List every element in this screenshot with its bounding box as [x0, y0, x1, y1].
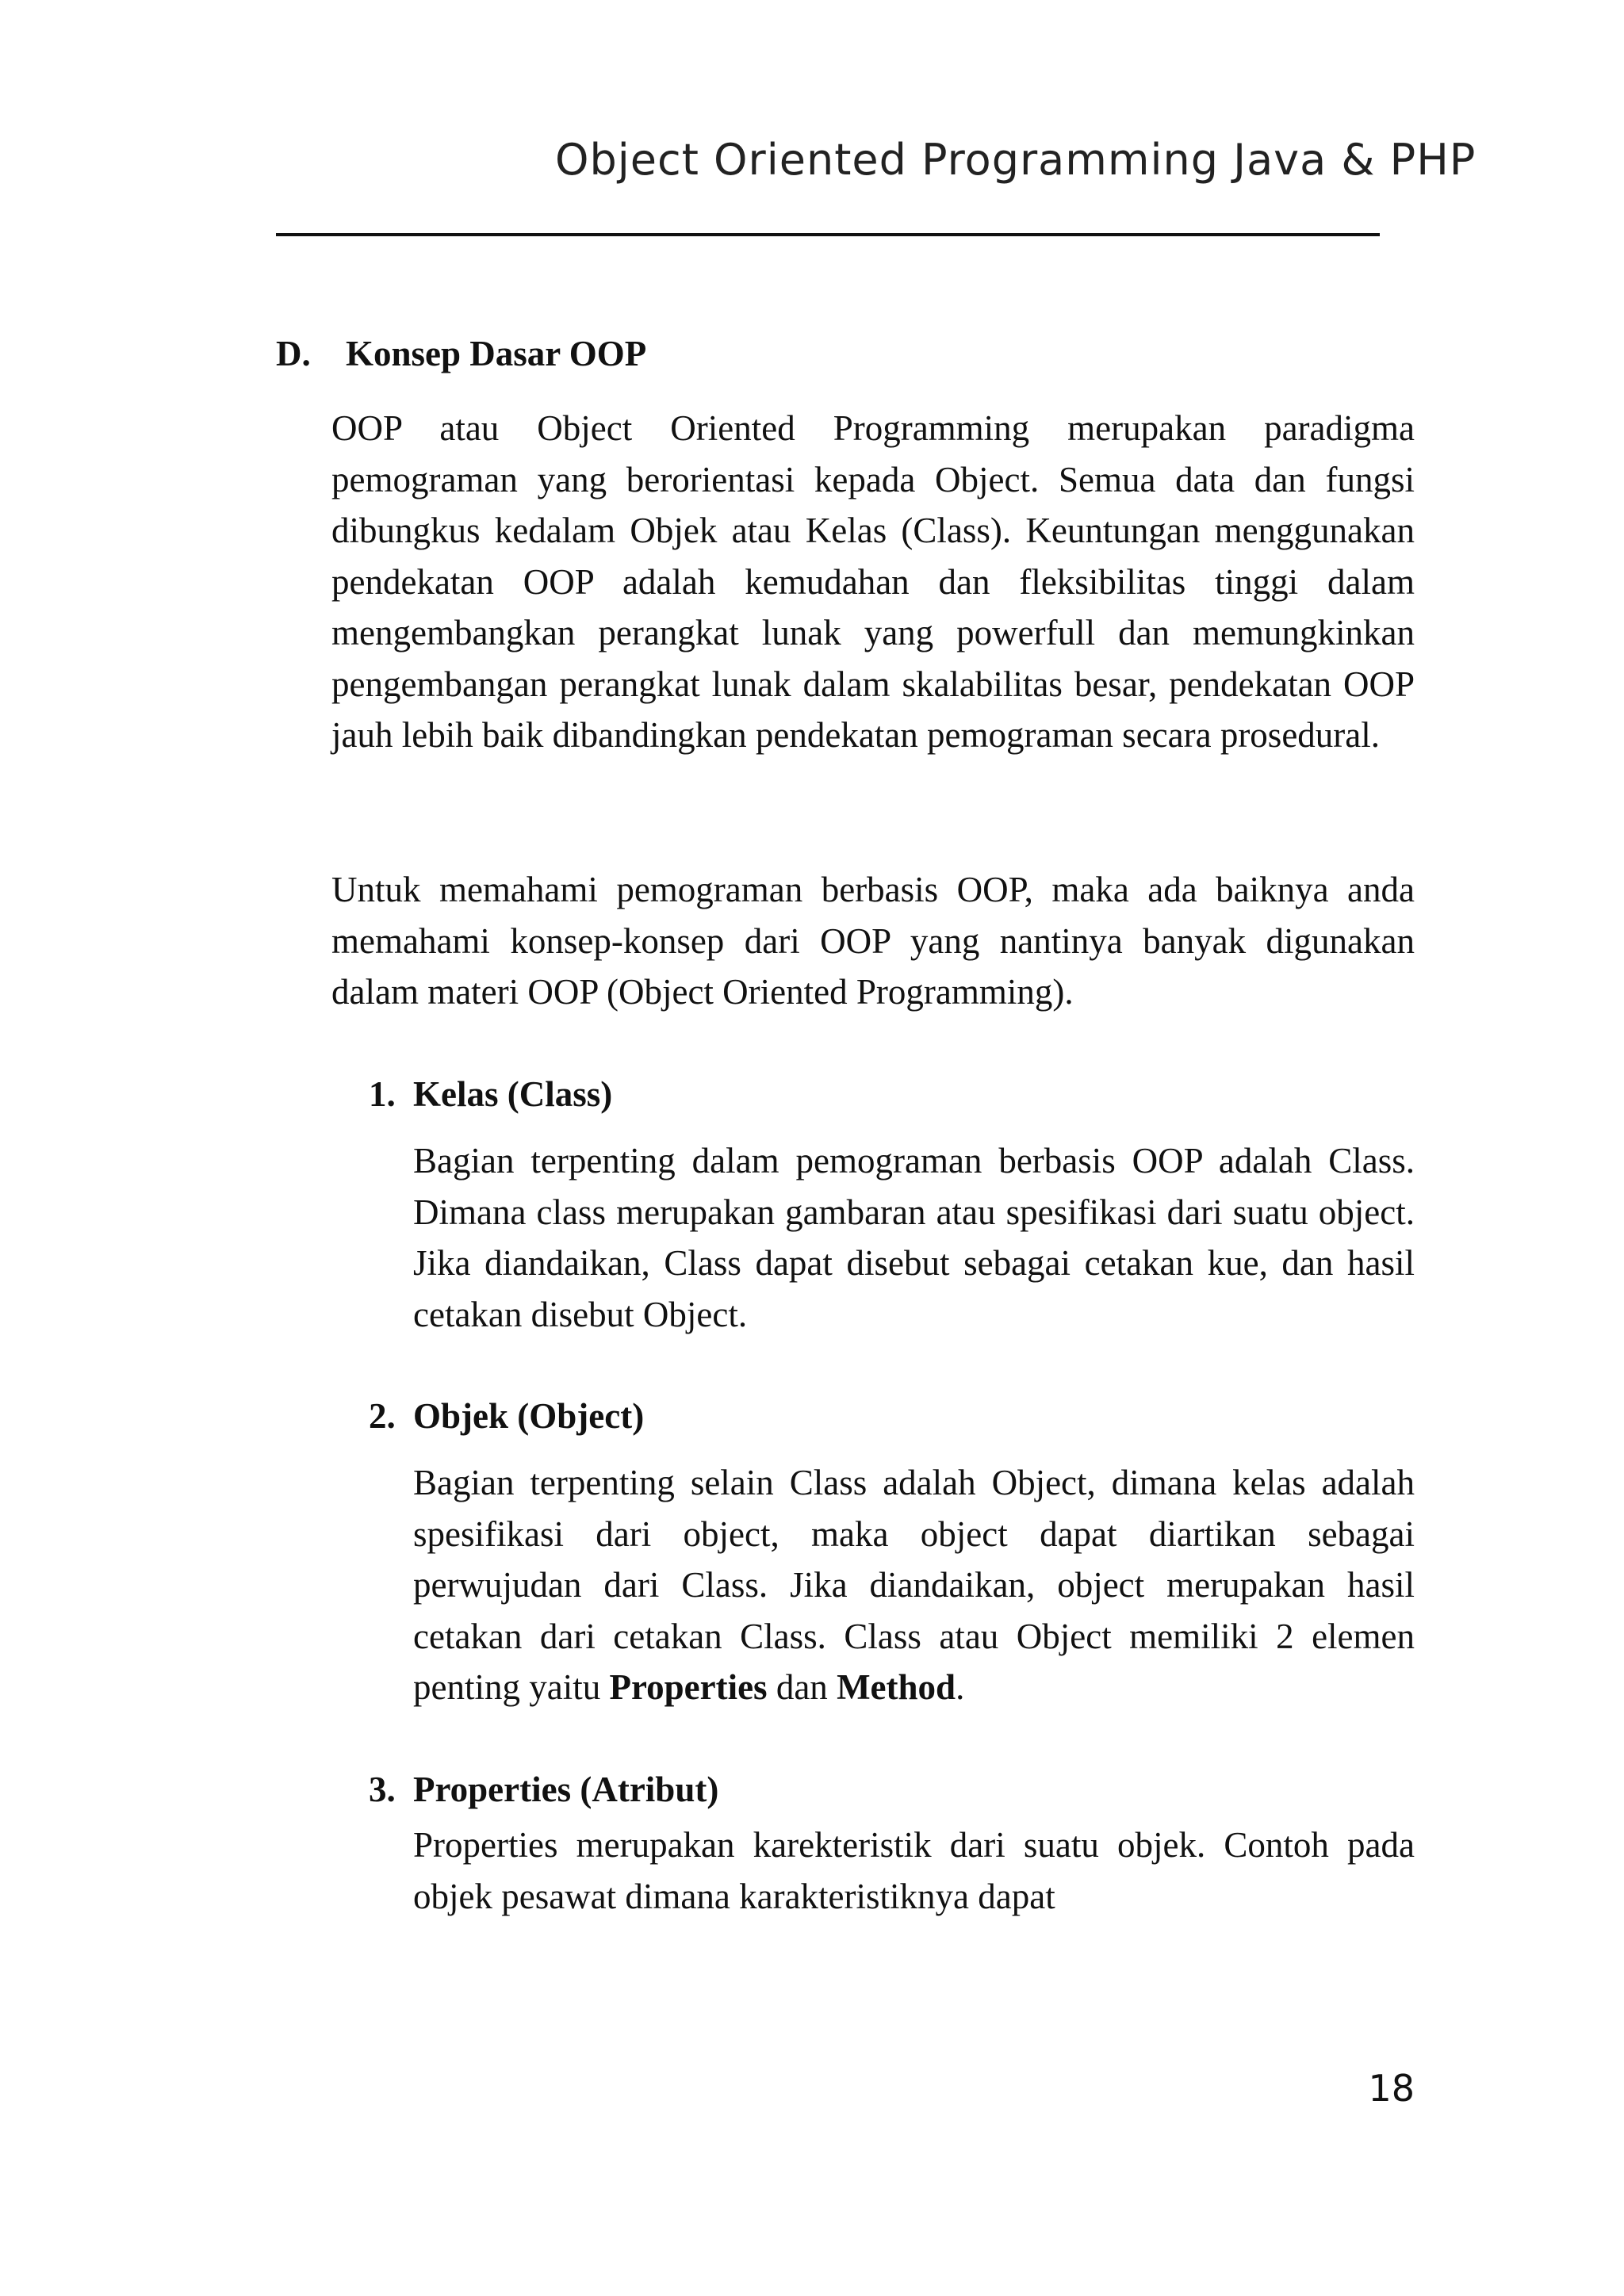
item-number: 1. — [369, 1074, 396, 1114]
item-title: Properties (Atribut) — [413, 1770, 719, 1809]
item-number: 3. — [369, 1770, 396, 1809]
item-paragraph-properties: Properties merupakan karekteristik dari suatu objek. Contoh pada objek pesawat dimana karakteristiknya dapat — [413, 1825, 1415, 1916]
object-text-before: Bagian terpenting selain Class adalah Object, dimana kelas adalah spesifikasi dari object, maka object dapat diartikan sebagai perwujudan dari Class. Jika diandaikan, object merupakan hasil cetakan dari cetakan Class. Class atau Object memiliki 2 elemen penting yaitu — [413, 1463, 1415, 1707]
running-header-title: Object Oriented Programming Java & PHP — [555, 135, 1477, 185]
concepts-intro-paragraph: Untuk memahami pemograman berbasis OOP, maka ada baiknya anda memahami konsep-konsep dari OOP yang nantinya banyak digunakan dalam materi OOP (Object Oriented Programming). — [331, 870, 1415, 1012]
item-paragraph-class: Bagian terpenting dalam pemograman berbasis OOP adalah Class. Dimana class merupakan gambaran atau spesifikasi dari suatu object. Jika diandaikan, Class dapat disebut sebagai cetakan kue, dan hasil cetakan disebut Object. — [413, 1141, 1415, 1334]
section-title: Konsep Dasar OOP — [346, 334, 647, 373]
section-heading — [276, 333, 646, 374]
item-heading-class — [369, 1073, 612, 1115]
item-heading-object — [369, 1395, 644, 1437]
bold-term-method: Method — [837, 1667, 956, 1707]
bold-term-properties: Properties — [609, 1667, 768, 1707]
object-text-mid: dan — [767, 1667, 837, 1707]
item-heading-properties — [369, 1769, 718, 1810]
item-paragraph-object — [413, 1457, 1415, 1713]
page-number: 18 — [1368, 2067, 1415, 2110]
item-number: 2. — [369, 1396, 396, 1436]
section-letter: D. — [276, 334, 311, 373]
header-rule — [276, 233, 1380, 236]
intro-paragraph: OOP atau Object Oriented Programming merupakan paradigma pemograman yang berorientasi kepada Object. Semua data dan fungsi dibungkus kedalam Objek atau Kelas (Class). Keuntungan menggunakan pendekatan OOP adalah kemudahan dan fleksibilitas tinggi dalam mengembangkan perangkat lunak yang powerfull dan memungkinkan pengembangan perangkat lunak dalam skalabilitas besar, pendekatan OOP jauh lebih baik dibandingkan pendekatan pemograman secara prosedural. — [331, 408, 1415, 755]
item-title: Objek (Object) — [413, 1396, 645, 1436]
object-text-after: . — [956, 1667, 965, 1707]
item-title: Kelas (Class) — [413, 1074, 613, 1114]
